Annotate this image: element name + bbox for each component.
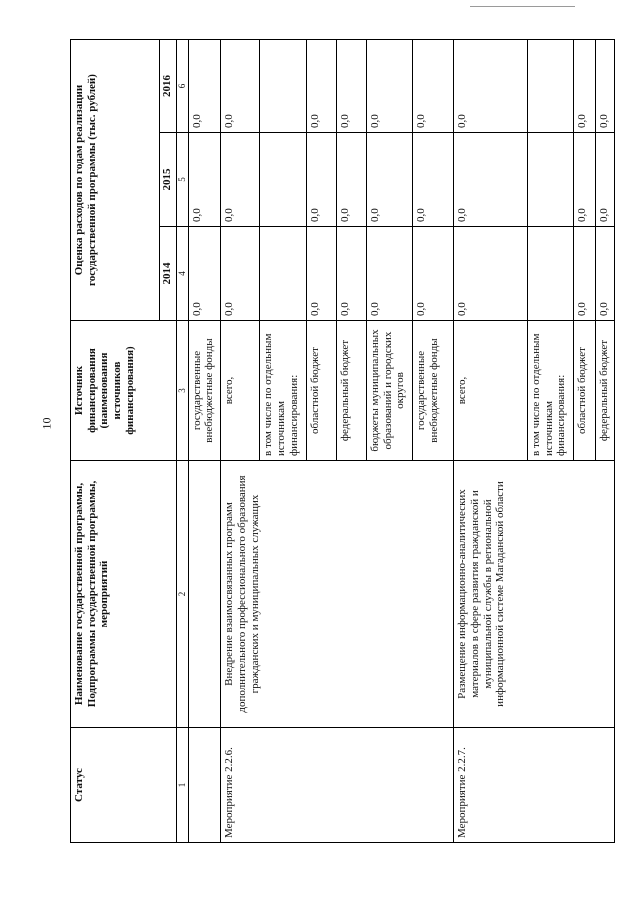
- value-2016: 0,0: [336, 40, 366, 133]
- col-number-3: 3: [176, 321, 188, 461]
- value-2016: 0,0: [454, 40, 527, 133]
- value-2015: 0,0: [367, 133, 413, 227]
- budget-table: [70, 39, 615, 843]
- source-cell: федеральный бюджет: [336, 321, 366, 461]
- value-2015: [527, 133, 573, 227]
- value-2015: 0,0: [306, 133, 336, 227]
- name-cell-empty: [188, 461, 221, 728]
- value-2016: 0,0: [413, 40, 454, 133]
- value-2016: 0,0: [306, 40, 336, 133]
- col-number-2: 2: [176, 461, 188, 728]
- col-number-5: 5: [176, 133, 188, 227]
- page-number: 10: [39, 417, 54, 430]
- value-2015: [260, 133, 306, 227]
- value-2014: 0,0: [595, 227, 614, 321]
- value-2016: 0,0: [188, 40, 221, 133]
- value-2015: 0,0: [336, 133, 366, 227]
- value-2014: [527, 227, 573, 321]
- header-year-2016: 2016: [159, 40, 176, 133]
- header-estimate: Оценка расходов по годам реализации государственной программы (тыс. рублей): [71, 40, 160, 321]
- value-2014: 0,0: [221, 227, 260, 321]
- col-number-1: 1: [176, 728, 188, 843]
- status-cell-empty: [188, 728, 221, 843]
- activity-name: Размещение информационно-аналитических материалов в сфере развития гражданской и муниципальной службы в региональной информационной системе Магаданской области: [454, 461, 615, 728]
- header-name: Наименование государственной программы, Подпрограммы государственной программы, мероприятий: [71, 461, 177, 728]
- value-2016: [260, 40, 306, 133]
- value-2014: 0,0: [454, 227, 527, 321]
- value-2014: 0,0: [306, 227, 336, 321]
- value-2015: 0,0: [188, 133, 221, 227]
- activity-status: Мероприятие 2.2.6.: [221, 728, 454, 843]
- value-2014: 0,0: [367, 227, 413, 321]
- value-2014: 0,0: [188, 227, 221, 321]
- value-2015: 0,0: [574, 133, 596, 227]
- source-cell: бюджеты муниципальных образований и городских округов: [367, 321, 413, 461]
- scan-artifact-line: [470, 6, 575, 7]
- source-cell: федеральный бюджет: [595, 321, 614, 461]
- rotated-table-wrapper: [70, 40, 615, 843]
- value-2015: 0,0: [221, 133, 260, 227]
- source-cell: областной бюджет: [574, 321, 596, 461]
- value-2014: 0,0: [413, 227, 454, 321]
- value-2015: 0,0: [595, 133, 614, 227]
- source-cell: всего,: [221, 321, 260, 461]
- source-cell: в том числе по отдельным источникам финансирования:: [260, 321, 306, 461]
- value-2015: 0,0: [454, 133, 527, 227]
- header-status: Статус: [71, 728, 177, 843]
- value-2016: 0,0: [367, 40, 413, 133]
- source-cell: государственные внебюджетные фонды: [413, 321, 454, 461]
- value-2016: [527, 40, 573, 133]
- col-number-6: 6: [176, 40, 188, 133]
- value-2016: 0,0: [221, 40, 260, 133]
- source-cell: государственные внебюджетные фонды: [188, 321, 221, 461]
- value-2014: 0,0: [574, 227, 596, 321]
- source-cell: всего,: [454, 321, 527, 461]
- header-year-2014: 2014: [159, 227, 176, 321]
- value-2016: 0,0: [595, 40, 614, 133]
- value-2016: 0,0: [574, 40, 596, 133]
- source-cell: в том числе по отдельным источникам финансирования:: [527, 321, 573, 461]
- activity-status: Мероприятие 2.2.7.: [454, 728, 615, 843]
- value-2015: 0,0: [413, 133, 454, 227]
- col-number-4: 4: [176, 227, 188, 321]
- value-2014: 0,0: [336, 227, 366, 321]
- header-source: Источник финансирования (наименования источников финансирования): [71, 321, 177, 461]
- header-year-2015: 2015: [159, 133, 176, 227]
- source-cell: областной бюджет: [306, 321, 336, 461]
- activity-name: Внедрение взаимосвязанных программ дополнительного профессионального образования гражданских и муниципальных служащих: [221, 461, 454, 728]
- value-2014: [260, 227, 306, 321]
